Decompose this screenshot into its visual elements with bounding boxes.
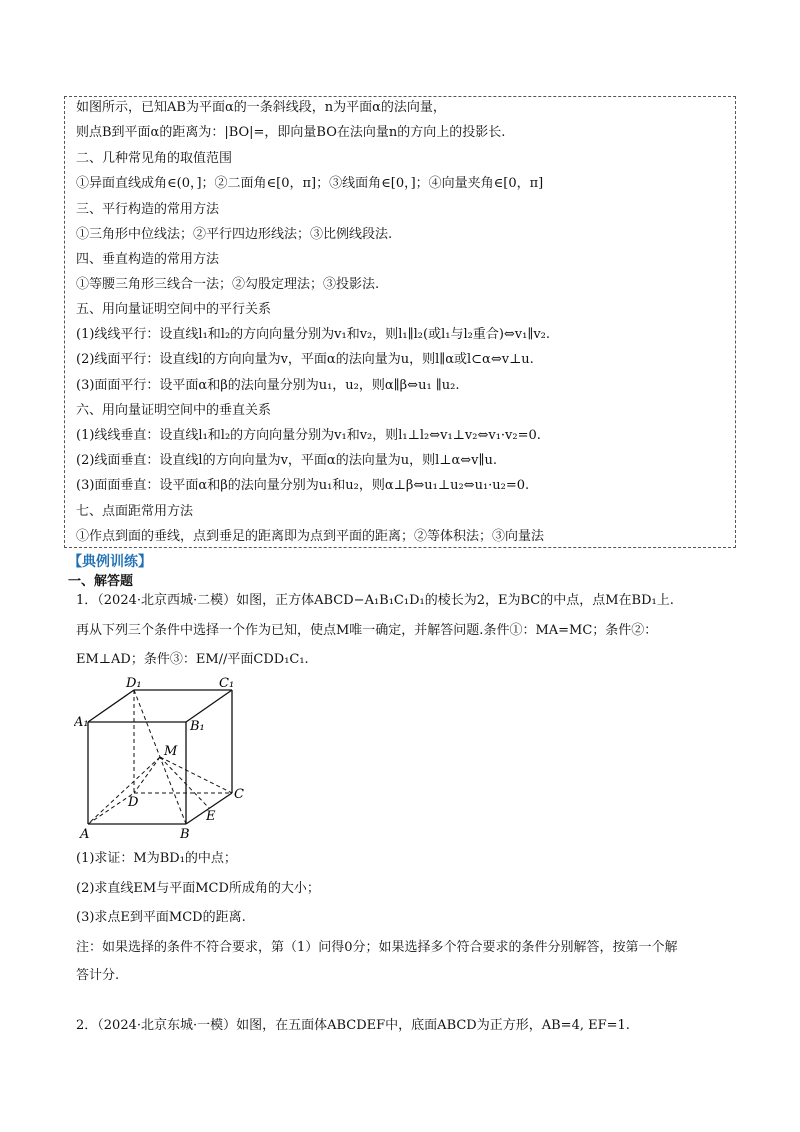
- box-line-10: (1)线线平行：设直线l₁和l₂的方向向量分别为v₁和v₂，则l₁∥l₂(或l₁与l₂重合)⇔v₁∥v₂.: [76, 327, 551, 342]
- edge-b1c1: [186, 690, 232, 722]
- box-line-14: (1)线线垂直：设直线l₁和l₂的方向向量分别为v₁和v₂，则l₁⊥l₂⇔v₁⊥v₂⇔v₁·v₂=0.: [76, 428, 541, 443]
- seg-me: [160, 757, 209, 808]
- box-line-5: 三、平行构造的常用方法: [76, 202, 220, 217]
- box-line-1: 如图所示，已知AB为平面α的一条斜线段，n为平面α的法向量，: [76, 100, 446, 115]
- label-b1: B₁: [190, 719, 205, 734]
- seg-md: [134, 757, 160, 793]
- q1-line-2: 再从下列三个条件中选择一个作为已知，使点M唯一确定，并解答问题.条件①：MA=MC；条件②：: [76, 623, 658, 638]
- q1-line-3: EM⊥AD；条件③：EM//平面CDD₁C₁.: [76, 652, 309, 667]
- label-m: M: [164, 744, 178, 759]
- label-a: A: [80, 827, 90, 841]
- label-d1: D₁: [126, 676, 142, 691]
- q1-part-1: (1)求证：M为BD₁的中点；: [76, 851, 237, 866]
- box-line-6: ①三角形中位线法；②平行四边形线法；③比例线段法.: [76, 227, 393, 242]
- q2-line: 2．（2024·北京东城·一模）如图，在五面体ABCDEF中，底面ABCD为正方形，AB=4, EF=1.: [76, 1018, 630, 1033]
- subsection-title: 一、解答题: [68, 574, 134, 589]
- label-a1: A₁: [74, 715, 89, 730]
- label-d: D: [128, 795, 139, 810]
- label-c1: C₁: [219, 676, 235, 691]
- edge-a1d1: [88, 690, 134, 722]
- q1-part-2: (2)求直线EM与平面MCD所成角的大小；: [76, 881, 320, 896]
- label-e: E: [206, 809, 216, 824]
- box-line-18: ①作点到面的垂线，点到垂足的距离即为点到平面的距离；②等体积法；③向量法: [76, 529, 545, 544]
- cube-figure: [74, 676, 254, 841]
- box-line-15: (2)线面垂直：设直线l的方向向量为v，平面α的法向量为u，则l⊥α⇔v∥u.: [76, 453, 497, 468]
- box-line-2: 则点B到平面α的距离为：|BO|=，即向量BO在法向量n的方向上的投影长.: [76, 125, 506, 140]
- box-line-9: 五、用向量证明空间中的平行关系: [76, 302, 272, 317]
- box-line-8: ①等腰三角形三线合一法；②勾股定理法；③投影法.: [76, 277, 380, 292]
- box-line-12: (3)面面平行：设平面α和β的法向量分别为u₁，u₂，则α∥β⇔u₁ ∥u₂.: [76, 378, 460, 393]
- box-line-13: 六、用向量证明空间中的垂直关系: [76, 403, 272, 418]
- q1-note-2: 答计分.: [76, 968, 120, 983]
- seg-mc: [160, 757, 232, 793]
- q1-line-1: 1．（2024·北京西城·二模）如图，正方体ABCD−A₁B₁C₁D₁的棱长为2，E为BC的中点，点M在BD₁上.: [76, 593, 674, 608]
- section-header: 【典例训练】: [68, 554, 152, 570]
- seg-ma: [88, 757, 160, 824]
- box-line-4: ①异面直线成角∈(0，]；②二面角∈[0，π]；③线面角∈[0，]；④向量夹角∈[0，π]: [76, 176, 544, 191]
- box-line-16: (3)面面垂直：设平面α和β的法向量分别为u₁和u₂，则α⊥β⇔u₁⊥u₂⇔u₁·u₂=0.: [76, 478, 530, 493]
- q1-part-3: (3)求点E到平面MCD的距离.: [76, 910, 246, 925]
- q1-note-1: 注：如果选择的条件不符合要求，第（1）问得0分；如果选择多个符合要求的条件分别解答，按第一个解: [76, 940, 678, 955]
- box-line-3: 二、几种常见角的取值范围: [76, 151, 233, 166]
- box-line-17: 七、点面距常用方法: [76, 504, 194, 519]
- label-c: C: [234, 787, 244, 802]
- box-line-7: 四、垂直构造的常用方法: [76, 252, 220, 267]
- box-line-11: (2)线面平行：设直线l的方向向量为v，平面α的法向量为u，则l∥α或l⊂α⇔v⊥u.: [76, 352, 534, 367]
- label-b: B: [180, 827, 190, 841]
